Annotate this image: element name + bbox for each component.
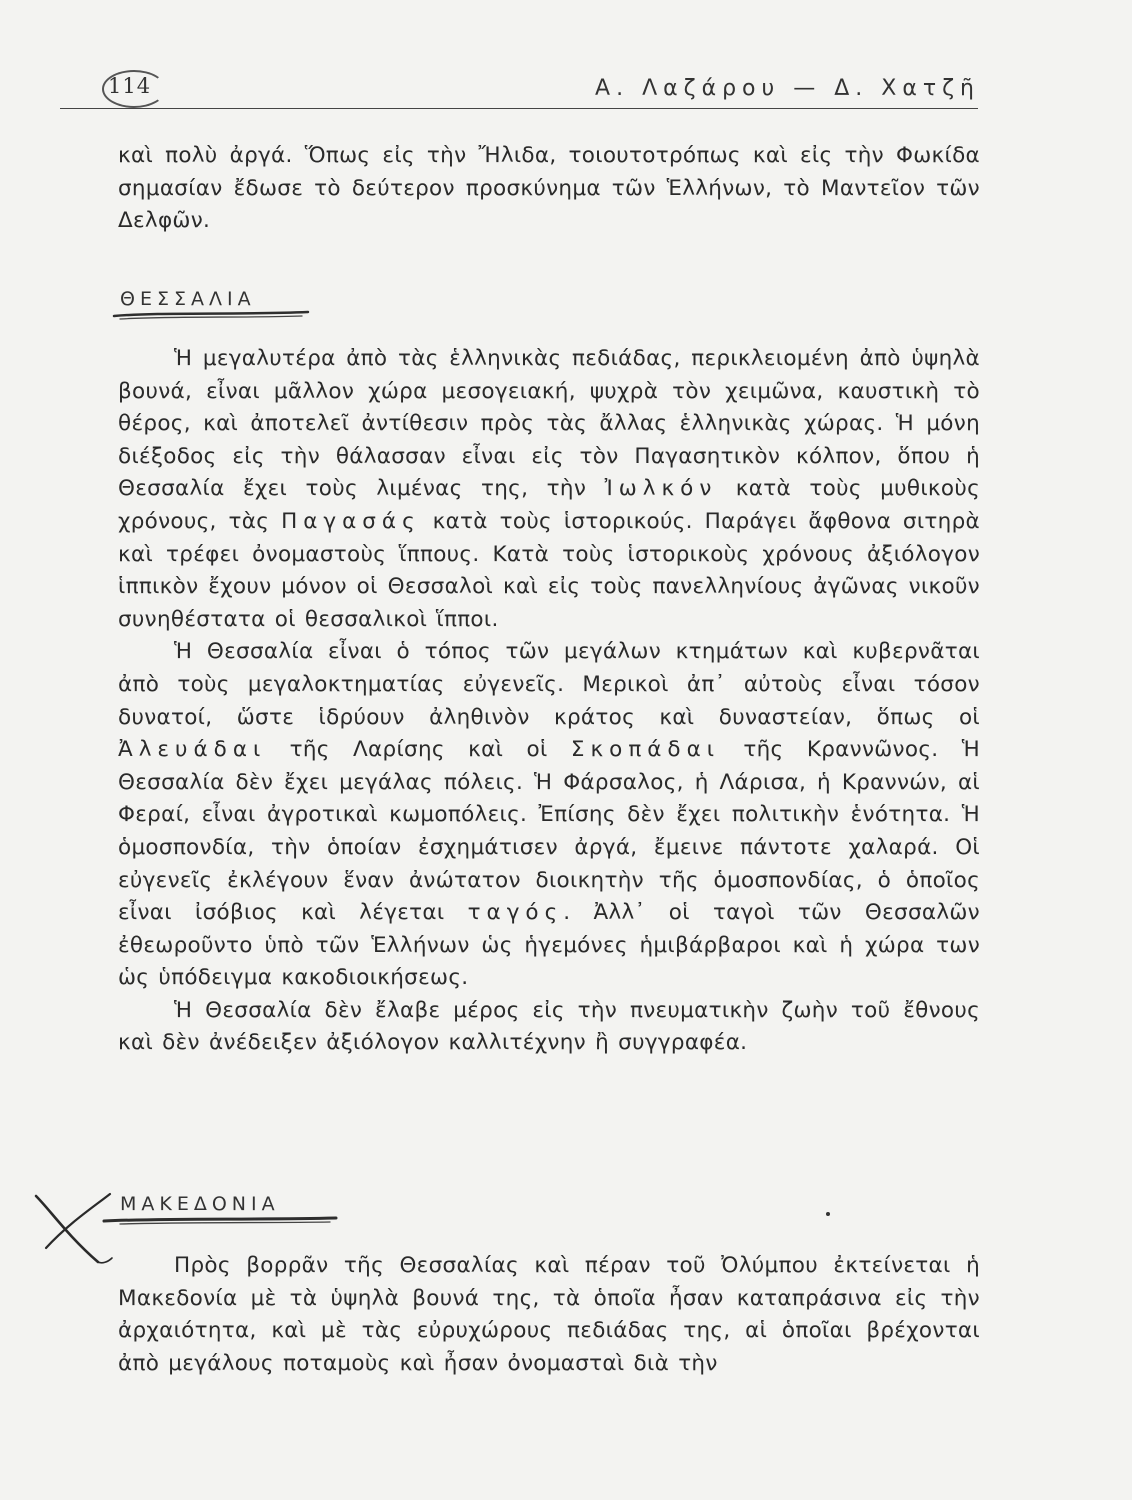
thessalia-p1-iolkon: Ἰωλκόν xyxy=(604,476,718,502)
intro-text xyxy=(118,140,980,238)
thessalia-paragraph-1 xyxy=(118,343,980,636)
heading-makedonia: ΜΑΚΕΔΟΝΙΑ xyxy=(120,1193,280,1215)
running-head: Α. Λαζάρου — Δ. Χατζῆ xyxy=(595,76,980,101)
header-rule xyxy=(60,108,978,109)
thessalia-paragraph-3: Ἡ Θεσσαλία δὲν ἔλαβε μέρος εἰς τὴν πνευματικὴν ζωὴν τοῦ ἔθνους καὶ δὲν ἀνέδειξεν ἀξιόλογον καλλιτέχνην ἢ συγγραφέα. xyxy=(118,997,980,1056)
thessalia-p2-part-d: . Ἀλλ᾽ οἱ ταγοὶ τῶν Θεσσαλῶν ἐθεωροῦντο ὑπὸ τῶν Ἑλλήνων ὡς ἡγεμόνες ἡμιβάρβαροι καὶ ἡ χώρα των ὡς ὑπόδειγμα κακοδιοικήσεως. xyxy=(118,900,980,991)
heading-thessalia: ΘΕΣΣΑΛΙΑ xyxy=(120,288,256,310)
thessalia-p2-part-b: τῆς Λαρίσης καὶ οἱ xyxy=(289,737,548,763)
thessalia-p1-part-b: κατὰ τοὺς μυθικοὺς χρόνους, τὰς xyxy=(118,476,981,534)
stray-ink-dot xyxy=(826,1212,830,1216)
handwritten-chi-mark xyxy=(28,1188,118,1268)
makedonia-paragraph-1: Πρὸς βορρᾶν τῆς Θεσσαλίας καὶ πέραν τοῦ Ὀλύμπου ἐκτείνεται ἡ Μακεδονία μὲ τὰ ὑψηλὰ βουνά της, τὰ ὁποῖα ἦσαν καταπράσινα εἰς τὴν ἀρχαιότητα, καὶ μὲ τὰς εὐρυχώρους πεδιάδας της, αἱ ὁποῖαι βρέχονται ἀπὸ μεγάλους ποταμοὺς καὶ ἦσαν ὀνομασταὶ διὰ τὴν xyxy=(118,1253,980,1376)
thessalia-paragraph-2 xyxy=(118,636,980,995)
thessalia-p2-part-a: Ἡ Θεσσαλία εἶναι ὁ τόπος τῶν μεγάλων κτημάτων καὶ κυβερνᾶται ἀπὸ τοὺς μεγαλοκτηματίας εὐγενεῖς. Μερικοὶ ἀπ᾽ αὐτοὺς εἶναι τόσον δυνατοί, ὥστε ἱδρύουν ἀληθινὸν κράτος καὶ δυναστείαν, ὅπως οἱ xyxy=(118,639,980,730)
page-number: 114 xyxy=(108,74,152,98)
thessalia-text xyxy=(118,343,980,1060)
thessalia-p1-pagasas: Παγασάς xyxy=(281,508,421,534)
thessalia-p2-tagos: ταγός xyxy=(467,900,564,926)
thessalia-p1-part-a: Ἡ μεγαλυτέρα ἀπὸ τὰς ἑλληνικὰς πεδιάδας, περικλειομένη ἀπὸ ὑψηλὰ βουνά, εἶναι μᾶλλον χώρα μεσογειακή, ψυχρὰ τὸν χειμῶνα, καυστικὴ τὸ θέρος, καὶ ἀποτελεῖ ἀντίθεσιν πρὸς τὰς ἄλλας ἑλληνικὰς χώρας. Ἡ μόνη διέξοδος εἰς τὴν θάλασσαν εἶναι εἰς τὸν Παγασητικὸν κόλπον, ὅπου ἡ Θεσσαλία ἔχει τοὺς λιμένας της, τὴν xyxy=(118,346,980,502)
heading-thessalia-underline xyxy=(112,306,312,322)
thessalia-p2-aleuadai: Ἀλευάδαι xyxy=(118,737,267,763)
thessalia-p2-skopadai: Σκοπάδαι xyxy=(570,737,721,763)
makedonia-text xyxy=(118,1250,980,1380)
thessalia-p2-part-c: τῆς Κραννῶνος. Ἡ Θεσσαλία δὲν ἔχει μεγάλας πόλεις. Ἡ Φάρσαλος, ἡ Λάρισα, ἡ Κραννών, αἱ Φεραί, εἶναι ἀγροτικαὶ κωμοπόλεις. Ἐπίσης δὲν ἔχει πολιτικὴν ἑνότητα. Ἡ ὁμοσπονδία, τὴν ὁποίαν ἐσχημάτισεν ἀργά, ἔμεινε πάντοτε χαλαρά. Οἱ εὐγενεῖς ἐκλέγουν ἕναν ἀνώτατον διοικητὴν τῆς ὁμοσπονδίας, ὁ ὁποῖος εἶναι ἰσόβιος καὶ λέγεται xyxy=(118,737,980,926)
page-header xyxy=(100,70,980,110)
heading-makedonia-underline xyxy=(100,1212,340,1228)
thessalia-p1-part-c: κατὰ τοὺς ἱστορικούς. Παράγει ἄφθονα σιτηρὰ καὶ τρέφει ὀνομαστοὺς ἵππους. Κατὰ τοὺς ἱστορικοὺς χρόνους ἀξιόλογον ἱππικὸν ἔχουν μόνον οἱ Θεσσαλοὶ καὶ εἰς τοὺς πανελληνίους ἀγῶνας νικοῦν συνηθέστατα οἱ θεσσαλικοὶ ἵπποι. xyxy=(118,508,981,632)
intro-paragraph: καὶ πολὺ ἀργά. Ὅπως εἰς τὴν Ἤλιδα, τοιουτοτρόπως καὶ εἰς τὴν Φωκίδα σημασίαν ἔδωσε τὸ δεύτερον προσκύνημα τῶν Ἑλλήνων, τὸ Μαντεῖον τῶν Δελφῶν. xyxy=(118,143,980,234)
